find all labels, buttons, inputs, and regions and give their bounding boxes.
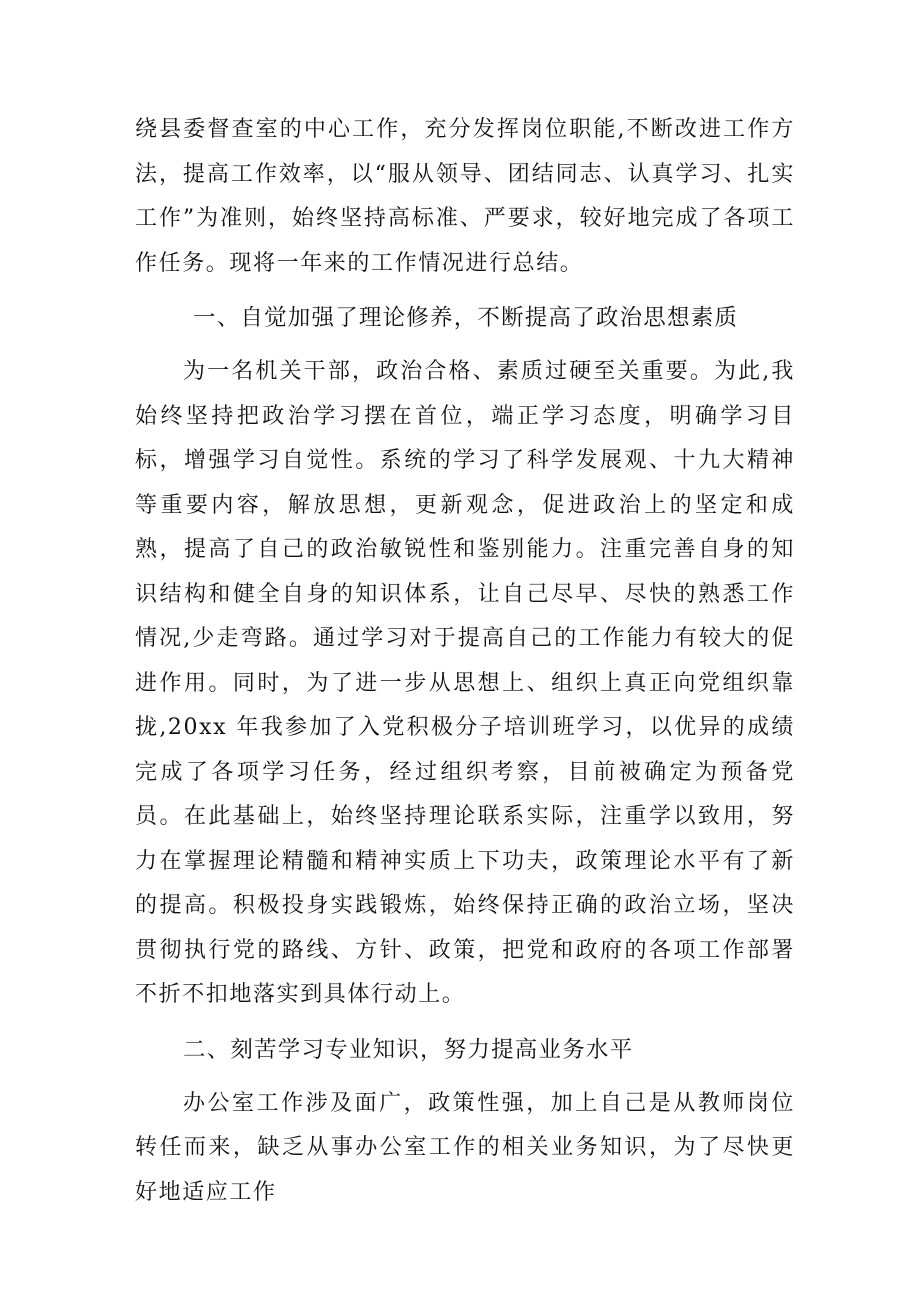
section-1-paragraph: 为一名机关干部，政治合格、素质过硬至关重要。为此,我始终坚持把政治学习摆在首位，端正学习态度，明确学习目标，增强学习自觉性。系统的学习了科学发展观、十九大精神等重要内容，解放思想，更新观念，促进政治上的坚定和成熟，提高了自己的政治敏锐性和鉴别能力。注重完善自身的知识结构和健全自身的知识体系，让自己尽早、尽快的熟悉工作情况,少走弯路。通过学习对于提高自己的工作能力有较大的促进作用。同时，为了进一步从思想上、组织上真正向党组织靠拢,20xx 年我参加了入党积极分子培训班学习，以优异的成绩完成了各项学习任务，经过组织考察，目前被确定为预备党员。在此基础上，始终坚持理论联系实际，注重学以致用，努力在掌握理论精髓和精神实质上下功夫，政策理论水平有了新的提高。积极投身实践锻炼，始终保持正确的政治立场，坚决贯彻执行党的路线、方针、政策，把党和政府的各项工作部署不折不扣地落实到具体行动上。 xyxy=(135,359,795,1007)
section-2-paragraph: 办公室工作涉及面广，政策性强，加上自己是从教师岗位转任而来，缺乏从事办公室工作的相关业务知识，为了尽快更好地适应工作 xyxy=(135,1090,795,1205)
section-heading-1: 一、自觉加强了理论修养，不断提高了政治思想素质 xyxy=(193,305,739,331)
intro-paragraph: 绕县委督查室的中心工作，充分发挥岗位职能,不断改进工作方法，提高工作效率，以“服从领导、团结同志、认真学习、扎实工作”为准则，始终坚持高标准、严要求，较好地完成了各项工作任务。现将一年来的工作情况进行总结。 xyxy=(135,117,795,276)
section-heading-2: 二、刻苦学习专业知识，努力提高业务水平 xyxy=(183,1036,634,1063)
document-body xyxy=(135,108,795,1215)
